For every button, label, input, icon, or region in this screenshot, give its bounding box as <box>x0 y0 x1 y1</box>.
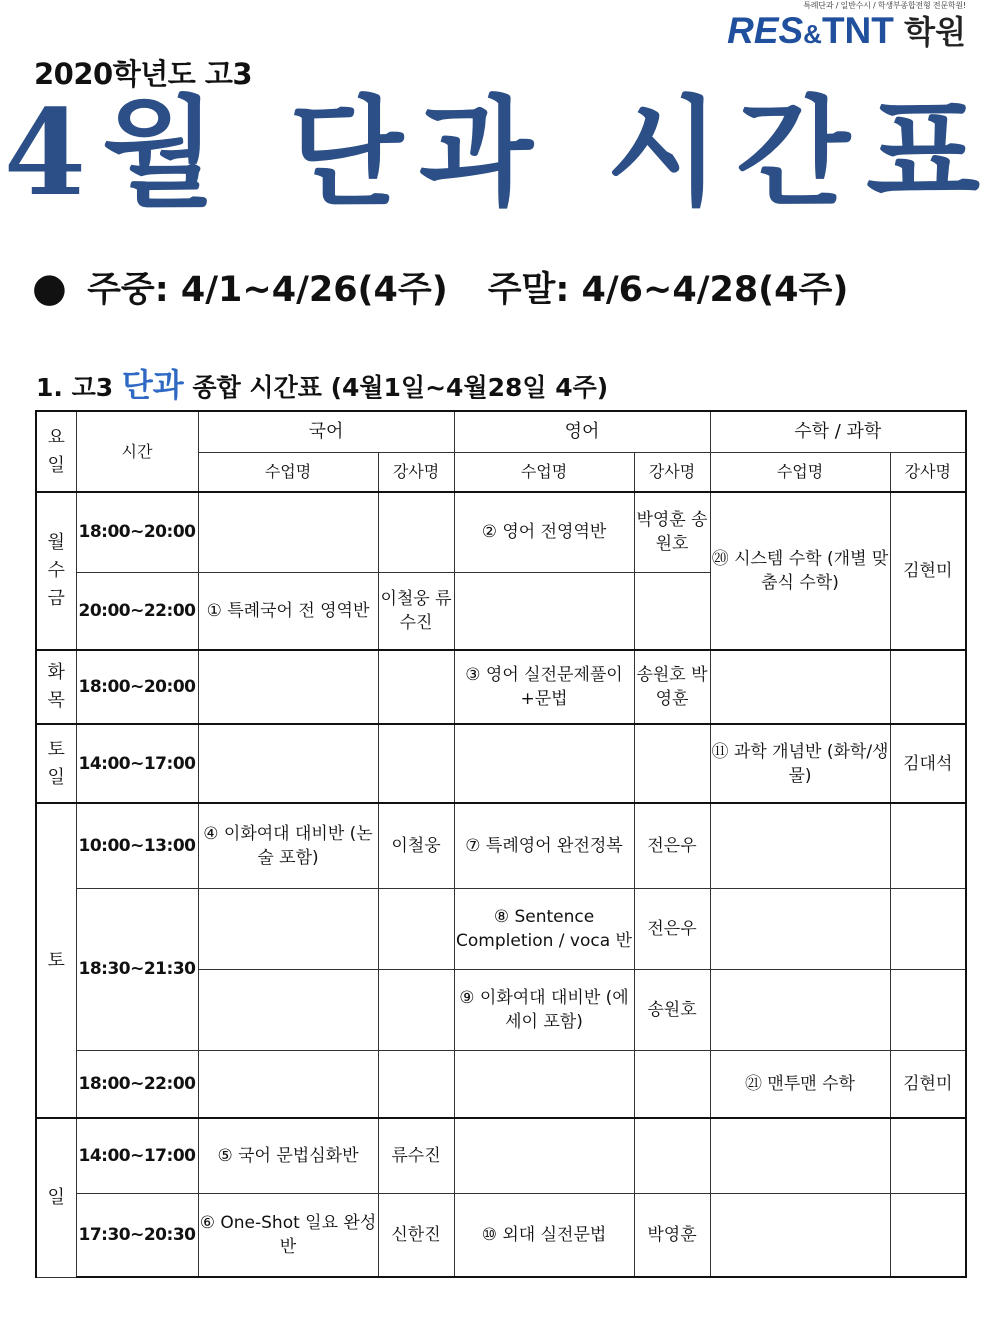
logo-hakwon: 학원 <box>904 13 966 51</box>
time-slot: 10:00~13:00 <box>76 803 198 888</box>
empty-cell <box>890 1118 966 1193</box>
empty-cell <box>198 724 378 803</box>
empty-cell <box>454 572 634 650</box>
empty-cell <box>634 572 710 650</box>
day-label: 토 <box>36 803 76 1118</box>
empty-cell <box>710 803 890 888</box>
timetable <box>35 410 967 1278</box>
class-cell: ⑨ 이화여대 대비반 (에세이 포함) <box>454 969 634 1050</box>
year-line: 2020학년도 고3 <box>34 57 253 91</box>
empty-cell <box>198 492 378 572</box>
empty-cell <box>890 650 966 724</box>
bullet-icon: ● <box>32 265 67 311</box>
teacher-cell: 이철웅 <box>378 803 454 888</box>
korean-class-header: 수업명 <box>198 452 378 492</box>
teacher-cell: 송원호 <box>634 969 710 1050</box>
schedule-period <box>32 262 848 312</box>
class-cell: ⑧ Sentence Completion / voca 반 <box>454 888 634 969</box>
logo-ampersand: & <box>803 19 822 49</box>
empty-cell <box>198 969 378 1050</box>
time-slot: 17:30~20:30 <box>76 1193 198 1277</box>
empty-cell <box>710 650 890 724</box>
class-cell: ⑤ 국어 문법심화반 <box>198 1118 378 1193</box>
empty-cell <box>198 1050 378 1118</box>
subject-english-header: 영어 <box>454 411 710 452</box>
empty-cell <box>710 888 890 969</box>
empty-cell <box>454 1050 634 1118</box>
day-label: 화목 <box>36 650 76 724</box>
teacher-cell: 김대석 <box>890 724 966 803</box>
class-cell: ④ 이화여대 대비반 (논술 포함) <box>198 803 378 888</box>
day-label: 토일 <box>36 724 76 803</box>
time-slot: 14:00~17:00 <box>76 1118 198 1193</box>
section-suffix: 종합 시간표 (4월1일~4월28일 4주) <box>192 373 609 402</box>
day-label: 일 <box>36 1118 76 1277</box>
class-cell: ① 특례국어 전 영역반 <box>198 572 378 650</box>
teacher-cell: 이철웅 류수진 <box>378 572 454 650</box>
day-column-header: 요일 <box>36 411 76 492</box>
subject-korean-header: 국어 <box>198 411 454 452</box>
class-cell: ② 영어 전영역반 <box>454 492 634 572</box>
teacher-cell: 박영훈 송원호 <box>634 492 710 572</box>
subject-math-science-header: 수학 / 과학 <box>710 411 966 452</box>
teacher-cell: 류수진 <box>378 1118 454 1193</box>
class-cell: ⑦ 특례영어 완전정복 <box>454 803 634 888</box>
empty-cell <box>890 888 966 969</box>
teacher-cell: 김현미 <box>890 1050 966 1118</box>
teacher-cell: 김현미 <box>890 492 966 650</box>
logo-tnt: TNT <box>821 10 894 51</box>
empty-cell <box>378 1050 454 1118</box>
empty-cell <box>454 1118 634 1193</box>
empty-cell <box>378 969 454 1050</box>
weekday-period: 주중: 4/1~4/26(4주) <box>87 270 448 310</box>
class-cell: ⑳ 시스템 수학 (개별 맞춤식 수학) <box>710 492 890 650</box>
time-slot: 18:00~22:00 <box>76 1050 198 1118</box>
weekend-period: 주말: 4/6~4/28(4주) <box>487 270 849 310</box>
empty-cell <box>890 803 966 888</box>
empty-cell <box>378 724 454 803</box>
teacher-cell: 박영훈 <box>634 1193 710 1277</box>
math-teacher-header: 강사명 <box>890 452 966 492</box>
class-cell: ⑩ 외대 실전문법 <box>454 1193 634 1277</box>
empty-cell <box>710 1193 890 1277</box>
empty-cell <box>890 969 966 1050</box>
page-title: 4월 단과 시간표 <box>3 83 997 222</box>
empty-cell <box>634 724 710 803</box>
empty-cell <box>378 888 454 969</box>
empty-cell <box>198 888 378 969</box>
academy-tagline: 특례단과 / 일반수시 / 학생부종합전형 전문학원! <box>803 1 966 10</box>
academy-logo-area <box>727 0 966 53</box>
time-slot: 20:00~22:00 <box>76 572 198 650</box>
empty-cell <box>890 1193 966 1277</box>
math-class-header: 수업명 <box>710 452 890 492</box>
class-cell: ③ 영어 실전문제풀이+문법 <box>454 650 634 724</box>
korean-teacher-header: 강사명 <box>378 452 454 492</box>
empty-cell <box>710 969 890 1050</box>
logo-res: RES <box>727 10 804 51</box>
empty-cell <box>198 650 378 724</box>
empty-cell <box>454 724 634 803</box>
empty-cell <box>634 1118 710 1193</box>
time-slot: 18:30~21:30 <box>76 888 198 1050</box>
class-cell: ⑪ 과학 개념반 (화학/생물) <box>710 724 890 803</box>
day-label: 월수금 <box>36 492 76 650</box>
teacher-cell: 전은우 <box>634 888 710 969</box>
english-teacher-header: 강사명 <box>634 452 710 492</box>
section-prefix: 1. 고3 <box>36 373 114 402</box>
class-cell: ⑥ One-Shot 일요 완성반 <box>198 1193 378 1277</box>
empty-cell <box>710 1118 890 1193</box>
teacher-cell: 전은우 <box>634 803 710 888</box>
academy-logo <box>727 12 966 53</box>
english-class-header: 수업명 <box>454 452 634 492</box>
teacher-cell: 송원호 박영훈 <box>634 650 710 724</box>
empty-cell <box>378 650 454 724</box>
teacher-cell: 신한진 <box>378 1193 454 1277</box>
time-slot: 18:00~20:00 <box>76 650 198 724</box>
section-accent: 단과 <box>121 366 184 404</box>
section-heading <box>36 360 608 406</box>
empty-cell <box>634 1050 710 1118</box>
empty-cell <box>378 492 454 572</box>
time-slot: 18:00~20:00 <box>76 492 198 572</box>
time-column-header: 시간 <box>76 411 198 492</box>
class-cell: ㉑ 맨투맨 수학 <box>710 1050 890 1118</box>
time-slot: 14:00~17:00 <box>76 724 198 803</box>
